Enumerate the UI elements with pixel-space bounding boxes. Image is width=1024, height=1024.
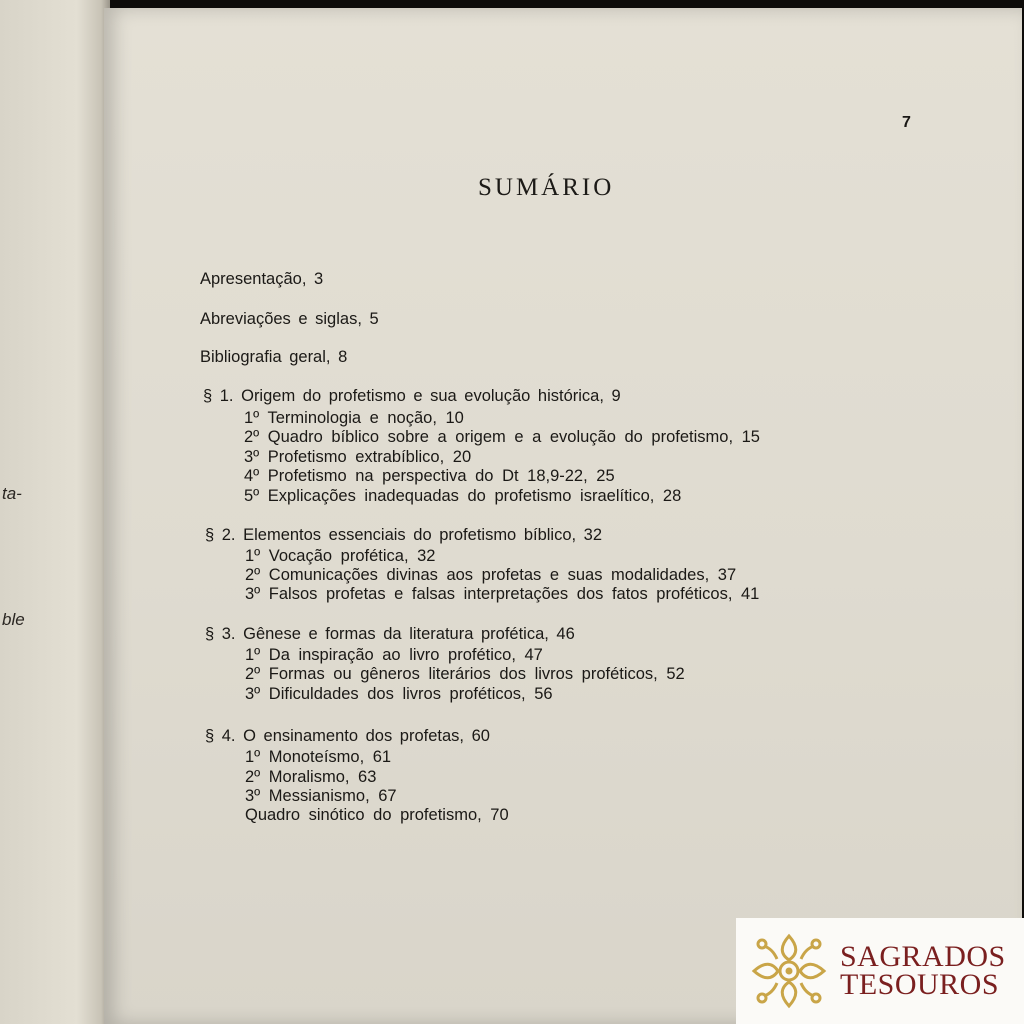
toc-entry-abreviacoes: Abreviações e siglas, 5	[200, 310, 379, 328]
brand-name-line2: TESOUROS	[840, 968, 1000, 1001]
toc-subentry: 1º Monoteísmo, 61	[245, 748, 392, 766]
toc-subentry: 4º Profetismo na perspectiva do Dt 18,9-22, 25	[244, 467, 615, 485]
brand-watermark	[736, 918, 1024, 1024]
toc-entry-apresentacao: Apresentação, 3	[200, 270, 324, 288]
toc-subentry: 3º Profetismo extrabíblico, 20	[244, 448, 472, 466]
brand-name-line1: SAGRADOS	[840, 940, 1006, 973]
page-title: SUMÁRIO	[478, 174, 615, 201]
section-heading: § 2. Elementos essenciais do profetismo bíblico, 32	[205, 526, 603, 544]
section-heading: § 1. Origem do profetismo e sua evolução histórica, 9	[203, 387, 621, 405]
toc-subentry: 3º Dificuldades dos livros proféticos, 56	[245, 685, 553, 703]
toc-subentry: 2º Formas ou gêneros literários dos livros proféticos, 52	[245, 665, 685, 683]
toc-subentry: 2º Comunicações divinas aos profetas e suas modalidades, 37	[245, 566, 737, 584]
toc-subentry: 1º Da inspiração ao livro profético, 47	[245, 646, 543, 664]
toc-subentry: Quadro sinótico do profetismo, 70	[245, 806, 509, 824]
toc-subentry: 1º Terminologia e noção, 10	[244, 409, 464, 427]
toc-subentry: 2º Moralismo, 63	[245, 768, 377, 786]
toc-subentry: 2º Quadro bíblico sobre a origem e a evolução do profetismo, 15	[244, 428, 760, 446]
ornamental-cross-icon	[750, 932, 828, 1010]
toc-subentry: 1º Vocação profética, 32	[245, 547, 436, 565]
section-heading: § 3. Gênese e formas da literatura profética, 46	[205, 625, 575, 643]
page-number: 7	[902, 114, 911, 131]
toc-subentry: 3º Falsos profetas e falsas interpretações dos fatos proféticos, 41	[245, 585, 760, 603]
left-page-fragment: ble	[2, 610, 25, 629]
section-heading: § 4. O ensinamento dos profetas, 60	[205, 727, 490, 745]
toc-entry-bibliografia: Bibliografia geral, 8	[200, 348, 348, 366]
toc-subentry: 5º Explicações inadequadas do profetismo israelítico, 28	[244, 487, 682, 505]
left-page-fragment: ta-	[2, 484, 22, 503]
toc-subentry: 3º Messianismo, 67	[245, 787, 397, 805]
